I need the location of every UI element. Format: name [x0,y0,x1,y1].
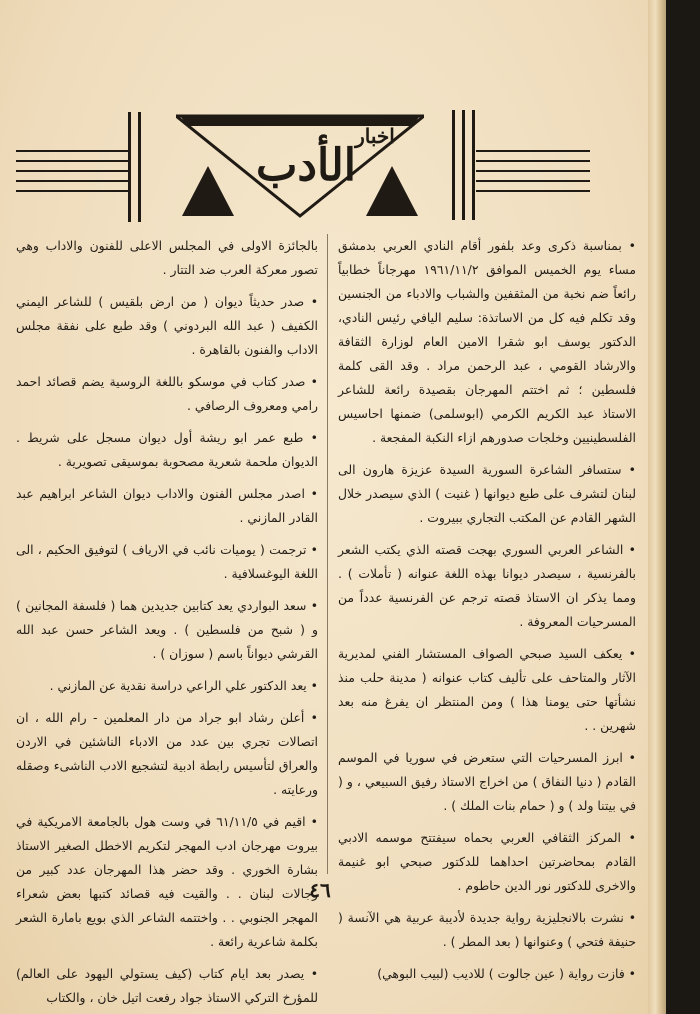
header-rules-right [476,150,590,192]
header-bars-right [452,110,475,220]
page-edge [648,0,666,1014]
news-item: • أعلن رشاد ابو جراد من دار المعلمين - رام الله ، ان اتصالات تجري بين عدد من الادباء الناشئين في الاردن والعراق لتأسيس رابطة ادبية لتشجيع الادب الناشىء وصقله ورعايته . [16,710,318,797]
news-item: • صدر كتاب في موسكو باللغة الروسية يضم قصائد احمد رامي ومعروف الرصافي . [16,374,318,413]
news-item: • ستسافر الشاعرة السورية السيدة عزيزة هارون الى لبنان لتشرف على طبع ديوانها ( غنيت ) الذي سيصدر خلال الشهر القادم عن المكتب التجاري ببيروت . [338,462,636,525]
news-item: • فازت رواية ( عين جالوت ) للاديب (لبيب البوهي) [377,966,636,981]
news-item: • يعد الدكتور علي الراعي دراسة نقدية عن المازني . [49,678,318,693]
news-item: • اقيم في ٦١/١١/٥ في وست هول بالجامعة الامريكية في بيروت مهرجان ادب المهجر لتكريم الاخطل الصغير الاستاذ بشارة الخوري . وقد حضر هذا المهرجان عدد كبير من رجالات لبنان . . والقيت فيه قصائد كتبها بعض شعراء المهجر الجنوبي . . واختتمه الشاعر الذي بويع بامارة الشعر بكلمة شاعرية رائعة . [16,814,318,949]
news-item: • اصدر مجلس الفنون والاداب ديوان الشاعر ابراهيم عبد القادر المازني . [16,486,318,525]
news-item: بالجائزة الاولى في المجلس الاعلى للفنون والاداب وهي تصور معركة العرب ضد التتار . [16,238,318,277]
news-item: • ترجمت ( يوميات نائب في الارياف ) لتوفيق الحكيم ، الى اللغة اليوغسلافية . [16,542,318,581]
news-item: • يعكف السيد صبحي الصواف المستشار الفني لمديرية الآثار والمتاحف على تأليف كتاب عنوانه ( مدينة حلب منذ نشأتها حتى يومنا هذا ) ومن المنتظر ان يفرغ منه بعد شهرين . . [338,646,636,733]
news-item: • ابرز المسرحيات التي ستعرض في سوريا في الموسم القادم ( دنيا النفاق ) من اخراج الاستاذ رفيق السبيعي ، و ( في بيتنا ولد ) و ( حمام بنات الملك ) . [338,750,636,813]
banner-title: الأدب [255,140,357,191]
news-item: • الشاعر العربي السوري بهجت قصته الذي يكتب الشعر بالفرنسية ، سيصدر ديوانا بهذه اللغة عنوانه ( تأملات ) . ومما يذكر ان الاستاذ قصته ترجم عن الفرنسية عدداً من المسرحيات المعروفة . [338,542,636,629]
header-rules-left [16,150,128,192]
header-bars-left [128,112,141,222]
news-item: • يصدر بعد ايام كتاب (كيف يستولي اليهود على العالم) للمؤرخ التركي الاستاذ جواد رفعت اتيل خان ، والكتاب [16,966,318,1005]
news-column-left [16,234,318,1014]
news-item: • المركز الثقافي العربي بحماه سيفتتح موسمه الادبي القادم بمحاضرتين احداهما للدكتور صبحي ابو غنيمة والاخرى للدكتور نور الدين حاطوم . [338,830,636,893]
news-item: • نشرت بالانجليزية رواية جديدة لأديبة عربية هي الآنسة ( حنيفة فتحي ) وعنوانها ( بعد المطر ) . [338,910,636,949]
news-item: • طبع عمر ابو ريشة أول ديوان مسجل على شريط . الديوان ملحمة شعرية مصحوبة بموسيقى تصويرية . [16,430,318,469]
page-number: ٤٦ [309,878,331,902]
news-item: • بمناسبة ذكرى وعد بلفور أقام النادي العربي بدمشق مساء يوم الخميس الموافق ١٩٦١/١١/٢ مهرجاناً خطابياً رائعاً ضم نخبة من المثقفين والشباب والادباء من الجنسين وقد تكلم فيه كل من الاساتذة: سليم اليافي رئيس النادي، الدكتور يوسف ابو شقرا الامين العام لوزارة الثقافة والارشاد القومي ، عبد الرحمن مراد . وقد القى كلمة فلسطين ؛ ثم اختتم المهرجان بقصيدة رائعة للشاعر الاستاذ عبد الكريم الكرمي (ابوسلمى) ضمنها احاسيس الفلسطينيين وخلجات صدورهم ازاء النكبة المفجعة . [338,238,636,445]
banner-title-small: اخبار [355,124,395,148]
news-item: • سعد البواردي يعد كتابين جديدين هما ( فلسفة المجانين ) و ( شبح من فلسطين ) . ويعد الشاعر حسن عبد الله القرشي ديواناً باسم ( سوزان ) . [16,598,318,661]
news-item: • صدر حديثاً ديوان ( من ارض بلقيس ) للشاعر اليمني الكفيف ( عبد الله البردوني ) وقد طبع على نفقة مجلس الاداب والفنون بالقاهرة . [16,294,318,357]
column-divider [327,234,328,874]
news-column-right [338,234,636,994]
